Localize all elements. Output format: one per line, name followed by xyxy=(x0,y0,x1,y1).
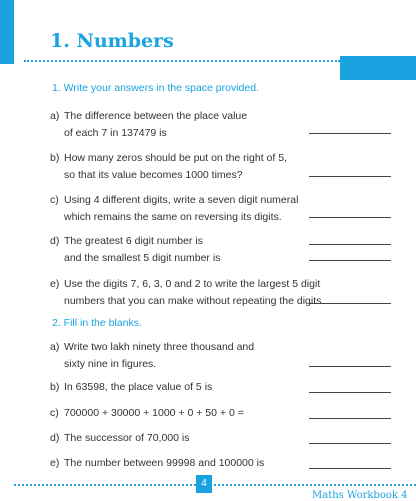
question-2a xyxy=(50,339,254,373)
question-label: c) xyxy=(50,407,59,419)
answer-blank-1a[interactable] xyxy=(309,133,391,134)
footer-dotted-line xyxy=(14,484,416,486)
section-2-heading: 2. Fill in the blanks. xyxy=(52,317,142,329)
question-text: The number between 99998 and 100000 is xyxy=(64,457,265,469)
question-1b xyxy=(50,150,287,184)
answer-blank-2c[interactable] xyxy=(309,418,391,419)
side-accent-bar xyxy=(0,0,14,64)
question-label: a) xyxy=(50,110,60,122)
question-label: c) xyxy=(50,194,59,206)
question-text: sixty nine in figures. xyxy=(64,358,157,370)
question-1e xyxy=(50,276,324,310)
question-text: Write two lakh ninety three thousand and xyxy=(64,341,255,353)
answer-blank-1d-smallest[interactable] xyxy=(309,260,391,261)
question-text: of each 7 in 137479 is xyxy=(64,127,167,139)
question-text: 700000 + 30000 + 1000 + 0 + 50 + 0 = xyxy=(64,407,244,419)
book-title: Maths Workbook 4 xyxy=(312,490,408,501)
question-2b xyxy=(50,379,212,396)
question-2d xyxy=(50,430,189,447)
question-label: b) xyxy=(50,381,60,393)
question-label: d) xyxy=(50,235,60,247)
question-2c xyxy=(50,405,244,422)
question-1c xyxy=(50,192,298,226)
page-number: 4 xyxy=(196,475,212,493)
header-corner-block xyxy=(340,56,416,80)
question-label: a) xyxy=(50,341,60,353)
question-1d xyxy=(50,233,220,267)
question-label: b) xyxy=(50,152,60,164)
question-text: The successor of 70,000 is xyxy=(64,432,190,444)
question-1a xyxy=(50,108,247,142)
question-text: Use the digits 7, 6, 3, 0 and 2 to write the largest 5 digit xyxy=(64,278,321,290)
answer-blank-2a[interactable] xyxy=(309,366,391,367)
question-text: which remains the same on reversing its digits. xyxy=(64,211,282,223)
question-text: The greatest 6 digit number is xyxy=(64,235,203,247)
answer-blank-2e[interactable] xyxy=(309,468,391,469)
answer-blank-1b[interactable] xyxy=(309,176,391,177)
question-text: In 63598, the place value of 5 is xyxy=(64,381,213,393)
question-label: d) xyxy=(50,432,60,444)
question-text: The difference between the place value xyxy=(64,110,248,122)
question-text: numbers that you can make without repeating the digits. xyxy=(64,295,325,307)
question-text: How many zeros should be put on the right of 5, xyxy=(64,152,287,164)
question-text: so that its value becomes 1000 times? xyxy=(64,169,243,181)
section-1-heading: 1. Write your answers in the space provided. xyxy=(52,82,259,94)
answer-blank-2d[interactable] xyxy=(309,443,391,444)
header-dotted-line xyxy=(24,60,340,62)
answer-blank-1d-greatest[interactable] xyxy=(309,244,391,245)
answer-blank-2b[interactable] xyxy=(309,392,391,393)
question-text: Using 4 different digits, write a seven digit numeral xyxy=(64,194,299,206)
answer-blank-1e[interactable] xyxy=(309,303,391,304)
question-2e xyxy=(50,455,264,472)
question-label: e) xyxy=(50,457,60,469)
question-text: and the smallest 5 digit number is xyxy=(64,252,221,264)
chapter-title: 1. Numbers xyxy=(50,30,174,52)
answer-blank-1c[interactable] xyxy=(309,217,391,218)
question-label: e) xyxy=(50,278,60,290)
